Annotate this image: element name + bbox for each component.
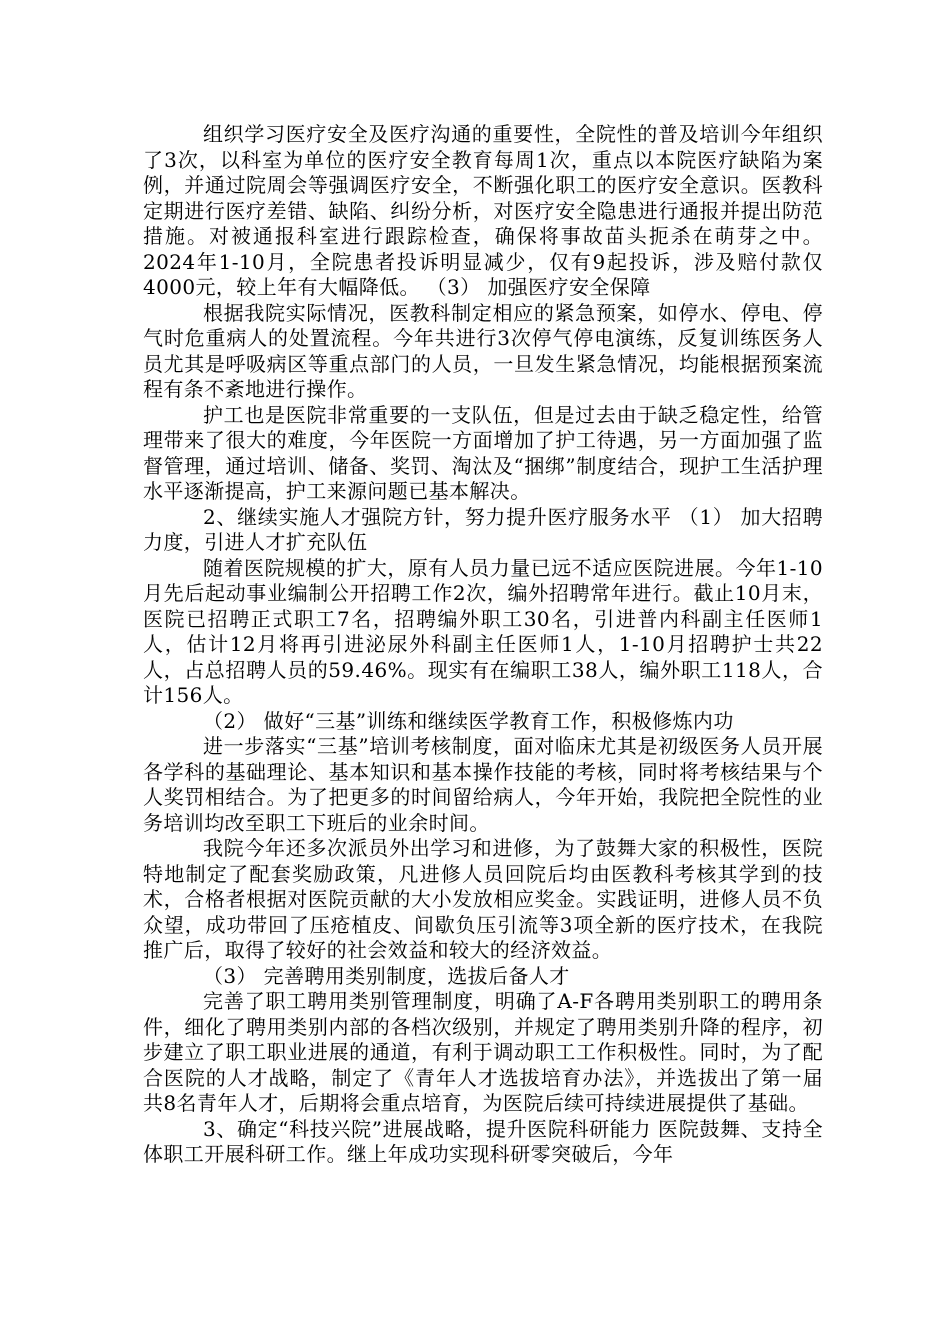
document-page xyxy=(143,122,823,1168)
paragraph-6: 进一步落实“三基”培训考核制度，面对临床尤其是初级医务人员开展各学科的基础理论、基本知识和基本操作技能的考核，同时将考核结果与个人奖罚相结合。为了把更多的时间留给病人，今年开始，我院把全院性的业务培训均改至职工下班后的业余时间。 xyxy=(143,734,823,835)
heading-san-ji: （2） 做好“三基”训练和继续医学教育工作，积极修炼内功 xyxy=(203,708,734,733)
paragraph-9: 3、确定“科技兴院”进展战略，提升医院科研能力 医院鼓舞、支持全体职工开展科研工作。继上年成功实现科研零突破后，今年 xyxy=(143,1116,823,1166)
paragraph-7: 我院今年还多次派员外出学习和进修，为了鼓舞大家的积极性，医院特地制定了配套奖励政策，凡进修人员回院后均由医教科考核其学到的技术，合格者根据对医院贡献的大小发放相应奖金。实践证明，进修人员不负众望，成功带回了压疮植皮、间歇负压引流等3项全新的医疗技术，在我院推广后，取得了较好的社会效益和较大的经济效益。 xyxy=(143,836,823,962)
paragraph-5: 随着医院规模的扩大，原有人员力量已远不适应医院进展。今年1-10月先后起动事业编制公开招聘工作2次，编外招聘常年进行。截止10月末，医院已招聘正式职工7名，招聘编外职工30名，引进普内科副主任医师1人，估计12月将再引进泌尿外科副主任医师1人，1-10月招聘护士共22人，占总招聘人员的59.46%。现实有在编职工38人，编外职工118人，合计156人。 xyxy=(143,555,823,707)
paragraph-8: 完善了职工聘用类别管理制度，明确了A-F各聘用类别职工的聘用条件，细化了聘用类别内部的各档次级别，并规定了聘用类别升降的程序，初步建立了职工职业进展的通道，有利于调动职工工作积极性。同时，为了配合医院的人才战略，制定了《青年人才选拔培育办法》，并选拔出了第一届共8名青年人才，后期将会重点培育，为医院后续可持续进展提供了基础。 xyxy=(143,989,823,1115)
paragraph-2: 根据我院实际情况，医教科制定相应的紧急预案，如停水、停电、停气时危重病人的处置流程。今年共进行3次停气停电演练，反复训练医务人员尤其是呼吸病区等重点部门的人员，一旦发生紧急情况，均能根据预案流程有条不紊地进行操作。 xyxy=(143,300,823,401)
paragraph-1: 组织学习医疗安全及医疗沟通的重要性，全院性的普及培训今年组织了3次，以科室为单位的医疗安全教育每周1次，重点以本院医疗缺陷为案例，并通过院周会等强调医疗安全，不断强化职工的医疗安全意识。医教科定期进行医疗差错、缺陷、纠纷分析，对医疗安全隐患进行通报并提出防范措施。对被通报科室进行跟踪检查，确保将事故苗头扼杀在萌芽之中。2024年1-10月，全院患者投诉明显减少，仅有9起投诉，涉及赔付款仅4000元，较上年有大幅降低。 （3） 加强医疗安全保障 xyxy=(143,122,823,299)
paragraph-4: 2、继续实施人才强院方针，努力提升医疗服务水平 （1） 加大招聘力度，引进人才扩充队伍 xyxy=(143,504,823,554)
heading-employment: （3） 完善聘用类别制度，选拔后备人才 xyxy=(203,963,570,988)
paragraph-3: 护工也是医院非常重要的一支队伍，但是过去由于缺乏稳定性，给管理带来了很大的难度，今年医院一方面增加了护工待遇，另一方面加强了监督管理，通过培训、储备、奖罚、淘汰及“捆绑”制度结合，现护工生活护理水平逐渐提高，护工来源问题已基本解决。 xyxy=(143,402,823,503)
